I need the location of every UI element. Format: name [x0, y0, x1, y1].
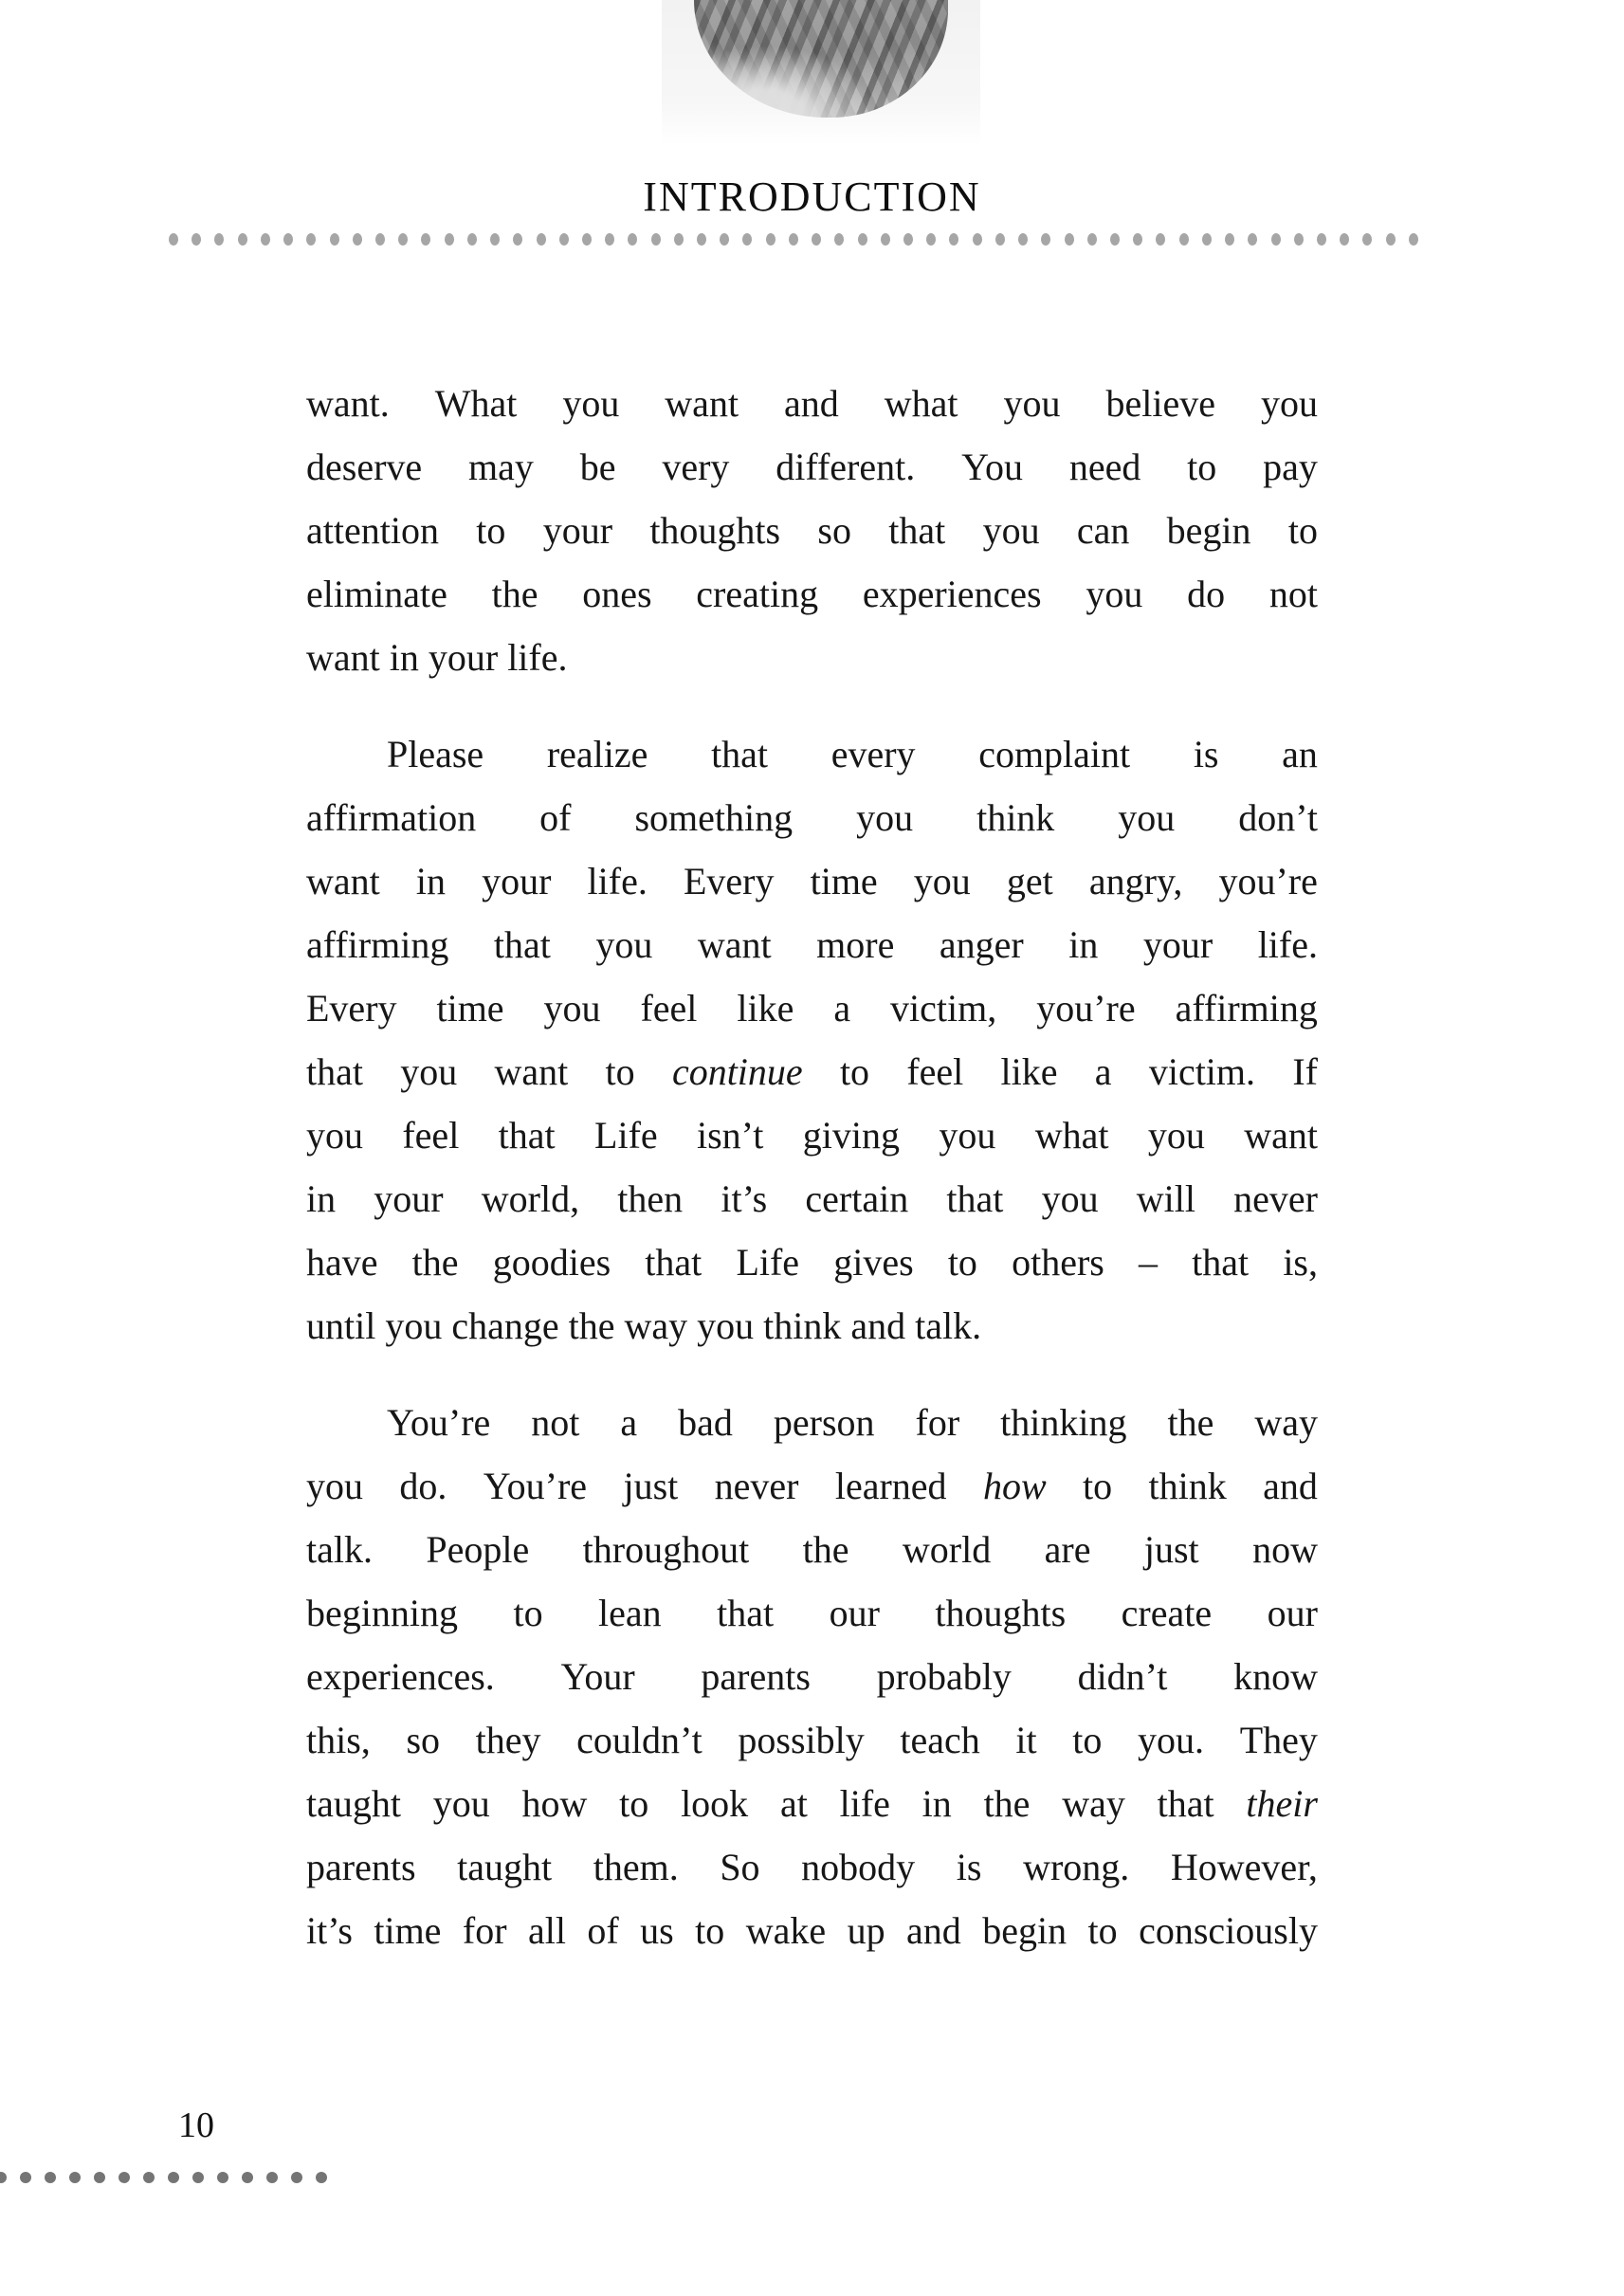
text-line: eliminate the ones creating experiences you do not	[306, 573, 1318, 615]
body-text	[306, 372, 1318, 1995]
text-line: you do. You’re just never learned how to think and	[306, 1465, 1318, 1507]
divider-dot	[0, 2172, 7, 2183]
divider-dot	[283, 233, 293, 246]
text-line: experiences. Your parents probably didn’t know	[306, 1655, 1318, 1698]
divider-dot	[119, 2172, 130, 2183]
divider-dot	[1041, 233, 1050, 246]
divider-dot	[973, 233, 982, 246]
text-line: until you change the way you think and talk.	[306, 1304, 982, 1347]
text-line: Every time you feel like a victim, you’re affirming	[306, 987, 1318, 1030]
divider-dot	[1386, 233, 1396, 246]
divider-dot	[1133, 233, 1142, 246]
page-number: 10	[178, 2105, 214, 2145]
text-line: Please realize that every complaint is an	[387, 733, 1318, 775]
divider-dot	[316, 2172, 327, 2183]
divider-dot	[628, 233, 637, 246]
divider-dot	[467, 233, 477, 246]
text-line: you feel that Life isn’t giving you what you want	[306, 1114, 1318, 1157]
divider-dot	[812, 233, 821, 246]
divider-dot	[214, 233, 224, 246]
divider-dot	[421, 233, 430, 246]
text-line: You’re not a bad person for thinking the way	[387, 1401, 1318, 1444]
text-line: want. What you want and what you believe you	[306, 382, 1318, 425]
text-line: this, so they couldn’t possibly teach it to you. They	[306, 1719, 1318, 1761]
divider-dot	[926, 233, 936, 246]
dotted-divider-top	[169, 232, 1418, 246]
text-line: deserve may be very different. You need to pay	[306, 446, 1318, 488]
divider-dot	[1065, 233, 1074, 246]
divider-dot	[398, 233, 408, 246]
divider-dot	[1156, 233, 1165, 246]
text-line: want in your life. Every time you get angry, you’re	[306, 860, 1318, 902]
divider-dot	[858, 233, 867, 246]
text-line: want in your life.	[306, 636, 568, 679]
divider-dot	[291, 2172, 302, 2183]
divider-dot	[266, 2172, 278, 2183]
divider-dot	[217, 2172, 228, 2183]
paragraph	[306, 1391, 1318, 1962]
divider-dot	[490, 233, 500, 246]
chapter-title: INTRODUCTION	[643, 173, 981, 220]
divider-dot	[1340, 233, 1349, 246]
divider-dot	[192, 2172, 204, 2183]
divider-dot	[789, 233, 798, 246]
divider-dot	[1248, 233, 1257, 246]
divider-dot	[651, 233, 661, 246]
text-line: affirmation of something you think you don’t	[306, 796, 1318, 839]
divider-dot	[605, 233, 614, 246]
divider-dot	[168, 2172, 179, 2183]
divider-dot	[1409, 233, 1418, 246]
divider-dot	[697, 233, 706, 246]
divider-dot	[1087, 233, 1097, 246]
divider-dot	[1202, 233, 1212, 246]
text-line: have the goodies that Life gives to others – that is,	[306, 1241, 1318, 1284]
paragraph	[306, 722, 1318, 1358]
divider-dot	[445, 233, 454, 246]
divider-dot	[1018, 233, 1028, 246]
divider-dot	[306, 233, 316, 246]
paragraph	[306, 372, 1318, 689]
divider-dot	[238, 233, 247, 246]
text-line: taught you how to look at life in the way that their	[306, 1782, 1318, 1825]
divider-dot	[949, 233, 958, 246]
divider-dot	[192, 233, 201, 246]
text-line: parents taught them. So nobody is wrong. However,	[306, 1846, 1318, 1888]
divider-dot	[881, 233, 890, 246]
divider-dot	[766, 233, 776, 246]
divider-dot	[375, 233, 385, 246]
text-line: in your world, then it’s certain that you will never	[306, 1177, 1318, 1220]
divider-dot	[261, 233, 270, 246]
text-line: it’s time for all of us to wake up and begin to consciously	[306, 1909, 1318, 1952]
divider-dot	[1225, 233, 1234, 246]
divider-dot	[69, 2172, 81, 2183]
dotted-divider-bottom	[0, 2171, 327, 2183]
divider-dot	[559, 233, 569, 246]
divider-dot	[742, 233, 752, 246]
divider-dot	[674, 233, 684, 246]
text-line: affirming that you want more anger in your life.	[306, 923, 1318, 966]
text-line: beginning to lean that our thoughts create our	[306, 1592, 1318, 1634]
divider-dot	[1362, 233, 1372, 246]
divider-dot	[1110, 233, 1120, 246]
divider-dot	[242, 2172, 253, 2183]
divider-dot	[94, 2172, 105, 2183]
divider-dot	[903, 233, 913, 246]
text-line: talk. People throughout the world are just now	[306, 1528, 1318, 1571]
divider-dot	[834, 233, 844, 246]
divider-dot	[169, 233, 178, 246]
divider-dot	[513, 233, 522, 246]
divider-dot	[537, 233, 546, 246]
divider-dot	[330, 233, 339, 246]
divider-dot	[353, 233, 362, 246]
divider-dot	[1179, 233, 1189, 246]
divider-dot	[20, 2172, 31, 2183]
divider-dot	[45, 2172, 56, 2183]
divider-dot	[1317, 233, 1326, 246]
divider-dot	[995, 233, 1005, 246]
divider-dot	[1294, 233, 1304, 246]
divider-dot	[143, 2172, 155, 2183]
text-line: attention to your thoughts so that you can begin to	[306, 509, 1318, 552]
divider-dot	[720, 233, 729, 246]
text-line: that you want to continue to feel like a victim. If	[306, 1050, 1318, 1093]
divider-dot	[582, 233, 592, 246]
divider-dot	[1271, 233, 1281, 246]
